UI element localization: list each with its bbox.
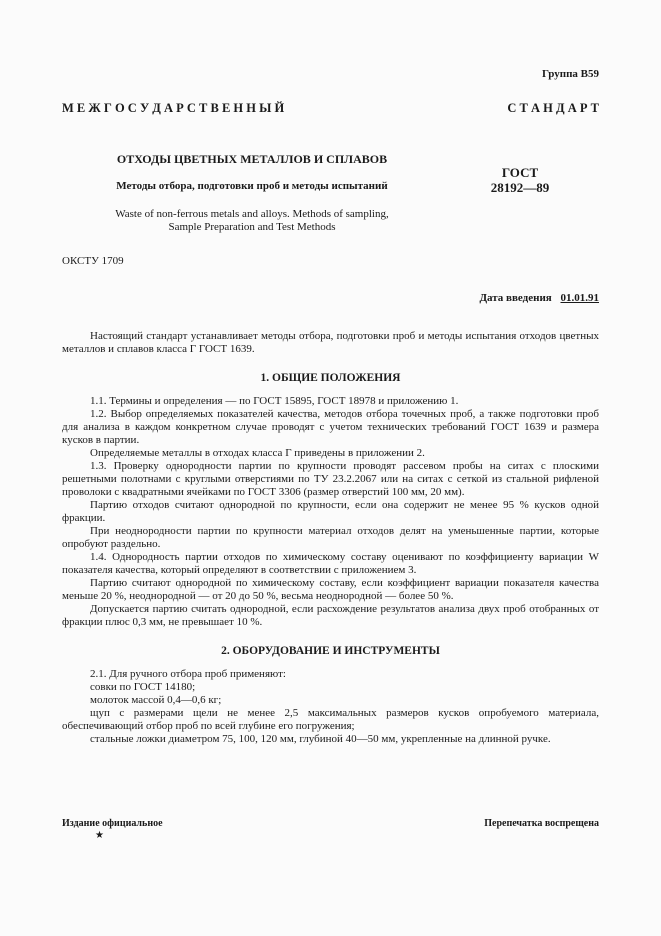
paragraph-1-4b: Партию считают однородной по химическому составу, если коэффициент вариации показателя качества меньше 20 %, неоднородной — от 20 до 50 %, весьма неоднородной — более 50 %. xyxy=(62,577,599,602)
paragraph-2-1: 2.1. Для ручного отбора проб применяют: xyxy=(90,668,286,680)
paragraph-1-2: 1.2. Выбор определяемых показателей качества, методов отбора точечных проб, а также подготовки проб для анализа в каждом конкретном случае проводят с учетом технических требований ГОСТ 1639 и размера кусков в партии. xyxy=(62,408,599,446)
gost-label: ГОСТ xyxy=(501,165,539,180)
paragraph-2-1d: стальные ложки диаметром 75, 100, 120 мм, глубиной 40—50 мм, укрепленные на длинной ручке. xyxy=(90,733,551,745)
section-2-heading: 2. ОБОРУДОВАНИЕ И ИНСТРУМЕНТЫ xyxy=(221,645,440,657)
star-icon: ★ xyxy=(95,830,104,841)
okstu-code: ОКСТУ 1709 xyxy=(62,255,124,267)
paragraph-1-4: 1.4. Однородность партии отходов по химическому составу оценивают по коэффициенту вариации W показателя качества, который определяют в соответствии с приложением 3. xyxy=(62,551,599,576)
english-title xyxy=(62,208,442,234)
gost-number: 28192—89 xyxy=(490,180,550,195)
document-subtitle: Методы отбора, подготовки проб и методы испытаний xyxy=(116,180,388,192)
document-body xyxy=(62,330,599,746)
section-1-heading: 1. ОБЩИЕ ПОЛОЖЕНИЯ xyxy=(260,372,401,384)
paragraph-1-3c: При неоднородности партии по крупности материал отходов делят на уменьшенные партии, которые опробуют раздельно. xyxy=(62,525,599,550)
group-code: Группа В59 xyxy=(541,68,599,80)
paragraph-2-1c: щуп с размерами щели не менее 2,5 максимальных размеров кусков опробуемого материала, обеспечивающий отбор проб по всей глубине его погружения; xyxy=(62,707,599,732)
date-value: 01.01.91 xyxy=(560,292,599,304)
english-title-line-2: Sample Preparation and Test Methods xyxy=(168,221,336,233)
paragraph-1-2b: Определяемые металлы в отходах класса Г приведены в приложении 2. xyxy=(90,447,425,459)
paragraph-2-1a: совки по ГОСТ 14180; xyxy=(90,681,196,693)
paragraph-1-4c: Допускается партию считать однородной, если расхождение результатов анализа двух проб отобранных от фракции плюс 0,3 мм, не превышает 10 %. xyxy=(62,603,599,628)
paragraph-1-3b: Партию отходов считают однородной по крупности, если она содержит не менее 95 % кусков одной фракции. xyxy=(62,499,599,524)
paragraph-1-1: 1.1. Термины и определения — по ГОСТ 15895, ГОСТ 18978 и приложению 1. xyxy=(90,395,459,407)
standard-banner xyxy=(62,101,599,116)
gost-block xyxy=(470,165,570,195)
paragraph-2-1b: молоток массой 0,4—0,6 кг; xyxy=(90,694,222,706)
footer-reprint-prohibited: Перепечатка воспрещена xyxy=(484,818,599,829)
intro-paragraph: Настоящий стандарт устанавливает методы отбора, подготовки проб и методы испытания отходов цветных металлов и сплавов класса Г ГОСТ 1639. xyxy=(62,330,599,355)
banner-word-interstate: М Е Ж Г О С У Д А Р С Т В Е Н Н Ы Й xyxy=(62,101,285,115)
english-title-line-1: Waste of non-ferrous metals and alloys. Methods of sampling, xyxy=(115,208,389,220)
date-label: Дата введения xyxy=(479,292,552,304)
footer-official-edition: Издание официальное xyxy=(62,818,163,829)
banner-word-standard: С Т А Н Д А Р Т xyxy=(507,101,599,115)
paragraph-1-3: 1.3. Проверку однородности партии по крупности проводят рассевом пробы на ситах с плоскими решетными полотнами с круглыми отверстиями по ТУ 23.2.2067 или на ситах с сеткой из стальной рифленой проволоки с квадратными ячейками по ГОСТ 3306 (размер отверстий 100 мм, 20 мм). xyxy=(62,460,599,498)
document-title: ОТХОДЫ ЦВЕТНЫХ МЕТАЛЛОВ И СПЛАВОВ xyxy=(116,152,388,166)
effective-date xyxy=(479,292,599,304)
